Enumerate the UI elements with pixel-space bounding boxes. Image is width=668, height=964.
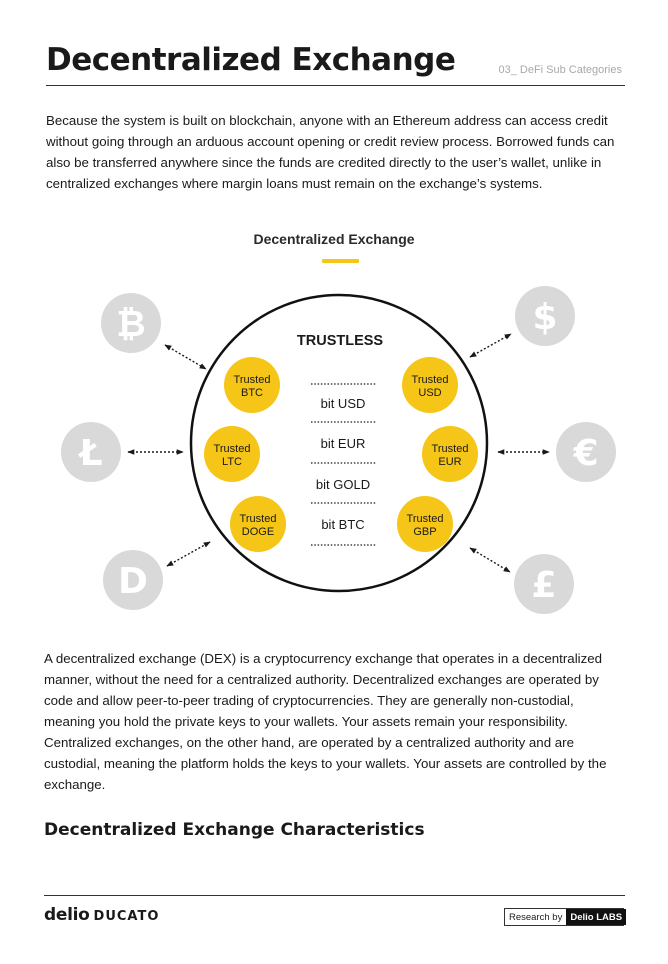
pound-icon (514, 554, 574, 614)
arrow-dollar (470, 334, 511, 357)
arrow-dogecoin (167, 542, 210, 566)
header-divider (46, 85, 625, 86)
euro-icon (556, 422, 616, 482)
arrow-pound (470, 548, 510, 572)
body-paragraph: A decentralized exchange (DEX) is a cryptocurrency exchange that operates in a decentralized manner, without the need for a centralized authority. Decentralized exchanges are operated by code and allow peer-to-peer trading of cryptocurrencies. They are generally non-custodial, meaning you hold the private keys to your wallets. Your assets remain your responsibility. Centralized exchanges, on the other hand, are operated by a centralized authority and are custodial, meaning the platform holds the keys to your wallets. Your assets are controlled by the exchange. (44, 651, 607, 792)
svg-text:£: £ (531, 565, 557, 606)
intro-paragraph: Because the system is built on blockchain, anyone with an Ethereum address can access credit without going through an arduous account opening or credit review process. Borrowed funds can also be transferred anywhere since the funds are credited directly to the user’s wallet, unlike in centralized exchanges where margin loans must remain on the exchange’s systems. (46, 113, 615, 191)
svg-text:$: $ (532, 297, 558, 338)
token-trusted-eur (422, 426, 478, 482)
trustless-label: TRUSTLESS (296, 333, 384, 349)
logo-product: DUCATO (93, 909, 160, 924)
dex-diagram (0, 270, 668, 630)
litecoin-icon (61, 422, 121, 482)
svg-text:TrustedBTC: Trusted BTC (233, 374, 271, 399)
token-trusted-usd (402, 357, 458, 413)
dogecoin-icon (103, 550, 163, 610)
bitcoin-icon (101, 293, 161, 353)
svg-text:TrustedGBP: Trusted GBP (406, 513, 444, 538)
diagram-title-underline (322, 259, 359, 263)
research-badge (504, 908, 624, 926)
bit-usd-label: bit USD (320, 396, 366, 411)
svg-text:TrustedLTC: Trusted LTC (213, 443, 251, 468)
delio-ducato-logo (44, 905, 159, 925)
svg-text:Ł: Ł (79, 433, 103, 474)
svg-text:TrustedUSD: Trusted USD (411, 374, 449, 399)
svg-text:D: D (118, 561, 148, 602)
research-org: Delio LABS (566, 909, 626, 925)
token-trusted-doge (230, 496, 286, 552)
bit-gold-label: bit GOLD (315, 477, 371, 492)
token-trusted-gbp (397, 496, 453, 552)
svg-text:TrustedDOGE: Trusted DOGE (239, 513, 277, 538)
logo-brand: delio (44, 905, 90, 925)
footer-divider (44, 895, 625, 896)
arrow-bitcoin (165, 345, 206, 369)
svg-text:€: € (573, 433, 599, 474)
section-tag: 03_ DeFi Sub Categories (498, 64, 622, 76)
page-title: Decentralized Exchange (46, 42, 456, 78)
research-label: Research by (509, 911, 563, 923)
dollar-icon (515, 286, 575, 346)
diagram-title: Decentralized Exchange (253, 231, 415, 247)
svg-text:₿: ₿ (116, 304, 146, 345)
svg-text:TrustedEUR: Trusted EUR (431, 443, 469, 468)
bit-btc-label: bit BTC (321, 517, 365, 532)
token-trusted-ltc (204, 426, 260, 482)
token-trusted-btc (224, 357, 280, 413)
characteristics-heading: Decentralized Exchange Characteristics (44, 820, 425, 840)
bit-eur-label: bit EUR (320, 436, 366, 451)
